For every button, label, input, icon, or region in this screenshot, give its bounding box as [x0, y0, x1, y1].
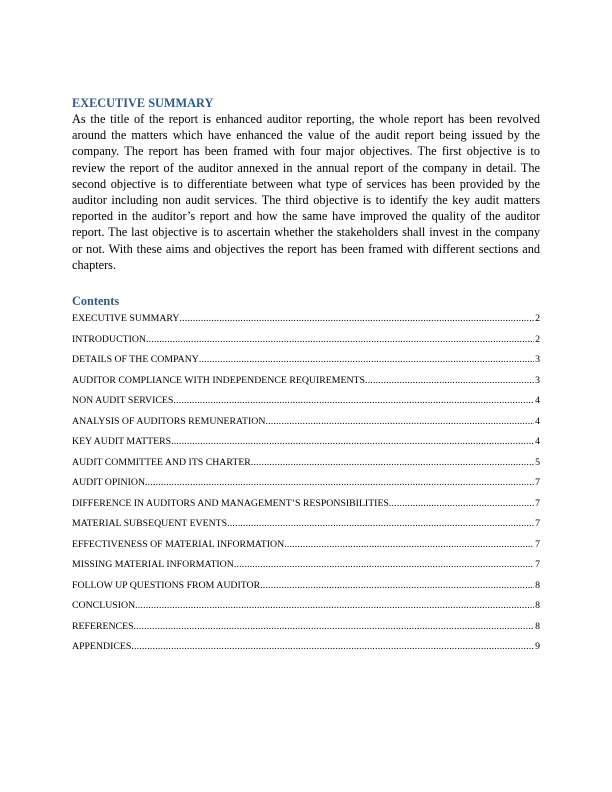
- toc-dot-leader: [260, 579, 534, 592]
- toc-dot-leader: [171, 435, 534, 448]
- toc-entry-page: 8: [535, 620, 540, 632]
- toc-entry-title: MATERIAL SUBSEQUENT EVENTS: [72, 518, 228, 530]
- toc-entry-title: NON AUDIT SERVICES: [72, 395, 174, 407]
- toc-entry[interactable]: [72, 374, 540, 395]
- toc-dot-leader: [134, 620, 535, 633]
- toc-entry-page: 3: [535, 374, 540, 386]
- toc-dot-leader: [145, 476, 534, 489]
- toc-entry-page: 2: [535, 333, 540, 345]
- toc-entry-page: 4: [535, 436, 540, 448]
- toc-dot-leader: [199, 353, 534, 366]
- toc-entry[interactable]: [72, 435, 540, 456]
- toc-dot-leader: [389, 497, 534, 510]
- toc-dot-leader: [265, 415, 534, 428]
- toc-entry[interactable]: [72, 538, 540, 559]
- toc-entry[interactable]: [72, 620, 540, 641]
- toc-entry-page: 7: [535, 477, 540, 489]
- toc-entry[interactable]: [72, 579, 540, 600]
- toc-entry-title: APPENDICES: [72, 641, 132, 653]
- toc-entry-page: 7: [535, 518, 540, 530]
- toc-entry-page: 4: [535, 395, 540, 407]
- toc-entry-title: DIFFERENCE IN AUDITORS AND MANAGEMENT’S RESPONSIBILITIES: [72, 497, 389, 509]
- toc-entry-page: 8: [535, 600, 540, 612]
- toc-entry-title: AUDIT COMMITTEE AND ITS CHARTER: [72, 456, 251, 468]
- toc-entry[interactable]: [72, 640, 540, 661]
- toc-entry-title: ANALYSIS OF AUDITORS REMUNERATION: [72, 415, 266, 427]
- toc-dot-leader: [180, 312, 535, 325]
- toc-entry-page: 5: [535, 456, 540, 468]
- toc-dot-leader: [284, 538, 534, 551]
- toc-entry[interactable]: [72, 415, 540, 436]
- toc-entry-title: REFERENCES: [72, 620, 134, 632]
- toc-dot-leader: [135, 599, 534, 612]
- executive-summary-heading: EXECUTIVE SUMMARY: [72, 96, 214, 110]
- toc-entry-title: INTRODUCTION: [72, 333, 147, 345]
- toc-entry-page: 3: [535, 354, 540, 366]
- toc-entry[interactable]: [72, 517, 540, 538]
- toc-entry-title: FOLLOW UP QUESTIONS FROM AUDITOR: [72, 579, 261, 591]
- toc-dot-leader: [251, 456, 534, 469]
- toc-dot-leader: [227, 517, 534, 530]
- toc-entry-page: 2: [535, 313, 540, 325]
- toc-entry[interactable]: [72, 456, 540, 477]
- toc-entry[interactable]: [72, 476, 540, 497]
- toc-entry-page: 7: [535, 559, 540, 571]
- document-page: [72, 96, 540, 661]
- toc-entry-title: KEY AUDIT MATTERS: [72, 436, 172, 448]
- toc-entry-page: 7: [535, 538, 540, 550]
- toc-dot-leader: [146, 333, 534, 346]
- toc-dot-leader: [131, 640, 534, 653]
- toc-entry[interactable]: [72, 394, 540, 415]
- toc-dot-leader: [365, 374, 534, 387]
- toc-entry[interactable]: [72, 558, 540, 579]
- toc-entry-page: 7: [535, 497, 540, 509]
- table-of-contents: [72, 312, 540, 661]
- toc-entry-page: 4: [535, 415, 540, 427]
- executive-summary-body: As the title of the report is enhanced auditor reporting, the whole report has been revolved around the matters which have enhanced the value of the audit report being issued by the company. The report has been framed with four major objectives. The first objective is to review the report of the auditor annexed in the annual report of the company in detail. The second objective is to differentiate between what type of services has been provided by the auditor including non audit services. The third objective is to identify the key audit matters reported in the auditor’s report and how the same have improved the quality of the auditor report. The last objective is to ascertain whether the stakeholders shall invest in the company or not. With these aims and objectives the report has been framed with different sections and chapters.: [72, 112, 540, 272]
- toc-entry[interactable]: [72, 312, 540, 333]
- contents-heading: Contents: [72, 294, 120, 309]
- toc-dot-leader: [234, 558, 534, 571]
- toc-entry[interactable]: [72, 353, 540, 374]
- toc-entry-page: 8: [535, 579, 540, 591]
- toc-entry-title: AUDIT OPINION: [72, 477, 146, 489]
- toc-entry-title: AUDITOR COMPLIANCE WITH INDEPENDENCE REQUIREMENTS: [72, 374, 365, 386]
- toc-entry-title: EFFECTIVENESS OF MATERIAL INFORMATION: [72, 538, 285, 550]
- toc-entry[interactable]: [72, 333, 540, 354]
- toc-entry[interactable]: [72, 497, 540, 518]
- toc-entry-title: DETAILS OF THE COMPANY: [72, 354, 199, 366]
- toc-entry-title: EXECUTIVE SUMMARY: [72, 313, 180, 325]
- toc-entry[interactable]: [72, 599, 540, 620]
- toc-entry-title: MISSING MATERIAL INFORMATION: [72, 559, 234, 571]
- toc-entry-page: 9: [535, 641, 540, 653]
- toc-entry-title: CONCLUSION: [72, 600, 136, 612]
- toc-dot-leader: [173, 394, 534, 407]
